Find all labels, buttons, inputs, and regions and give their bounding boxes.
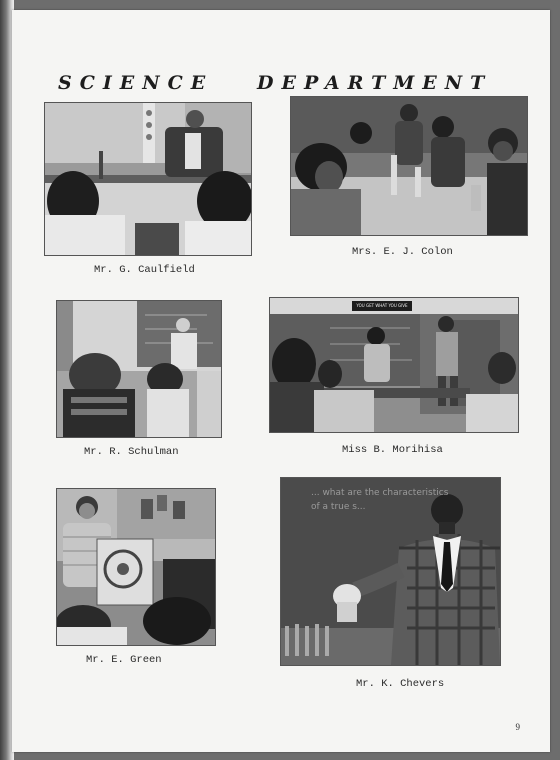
caption-chevers: Mr. K. Chevers: [356, 678, 445, 690]
photo-colon: [290, 96, 528, 236]
page-number: 9: [515, 722, 520, 732]
caption-green: Mr. E. Green: [86, 654, 162, 666]
classroom-banner: YOU GET WHAT YOU GIVE: [356, 303, 408, 308]
caption-schulman: Mr. R. Schulman: [84, 446, 179, 458]
photo-chevers: [280, 477, 501, 666]
chalkboard-writing: ... what are the characteristics of a true s...: [311, 488, 449, 512]
photo-green: [56, 488, 216, 646]
yearbook-page: [12, 10, 550, 752]
photo-morihisa: [269, 297, 519, 433]
photo-caulfield: [44, 102, 252, 256]
caption-colon: Mrs. E. J. Colon: [352, 246, 453, 258]
caption-caulfield: Mr. G. Caulfield: [94, 264, 195, 276]
page-title: SCIENCE DEPARTMENT: [58, 72, 493, 94]
caption-morihisa: Miss B. Morihisa: [342, 444, 443, 456]
photo-schulman: [56, 300, 222, 438]
